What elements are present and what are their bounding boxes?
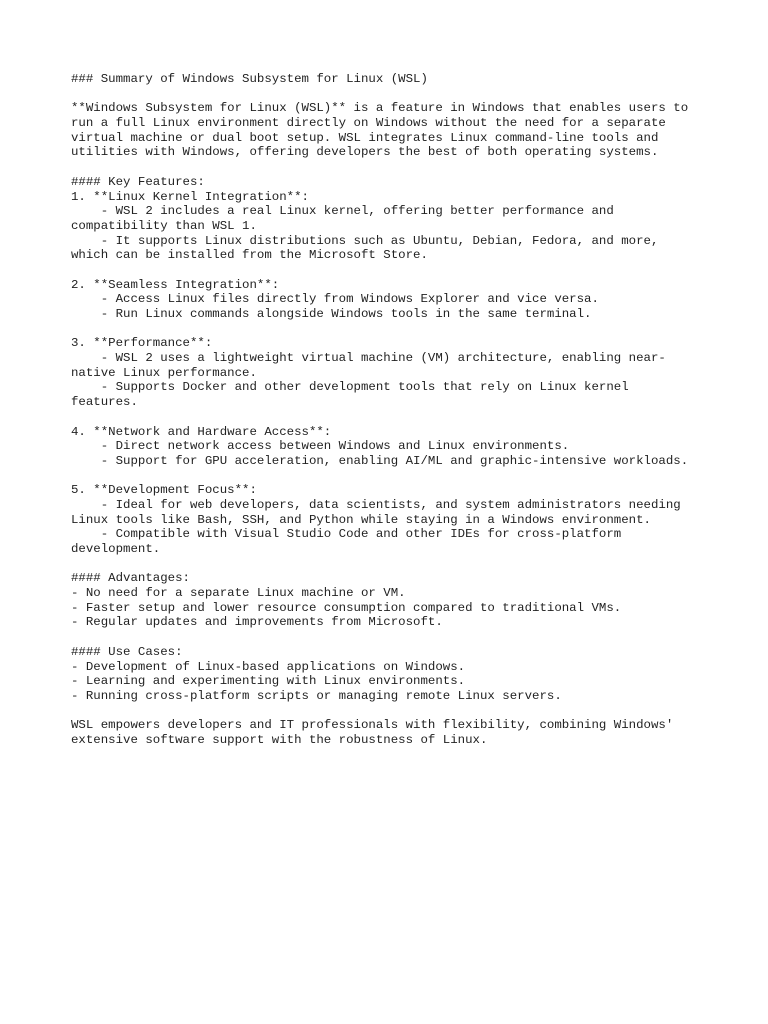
- text-line: - Access Linux files directly from Windows Explorer and vice versa.: [71, 292, 599, 307]
- text-line: development.: [71, 542, 161, 556]
- blank-line: [71, 630, 731, 645]
- blank-line: [71, 263, 731, 278]
- text-line: - Faster setup and lower resource consumption compared to traditional VMs.: [71, 600, 622, 615]
- text-line: #### Key Features:: [71, 174, 205, 189]
- text-line: - Support for GPU acceleration, enabling AI/ML and graphic-intensive workloads.: [71, 453, 689, 468]
- text-line: 3. **Performance**:: [71, 336, 213, 351]
- blank-line: [71, 160, 731, 175]
- text-line: 5. **Development Focus**:: [71, 483, 257, 498]
- text-line: features.: [71, 395, 138, 410]
- text-line: utilities with Windows, offering developers the best of both operating systems.: [71, 145, 659, 160]
- text-line: - Compatible with Visual Studio Code and other IDEs for cross-platform: [71, 527, 622, 542]
- text-line: virtual machine or dual boot setup. WSL integrates Linux command-line tools and: [71, 130, 659, 145]
- blank-line: [71, 704, 731, 719]
- text-line: - Ideal for web developers, data scientists, and system administrators needing: [71, 497, 681, 512]
- text-line: - It supports Linux distributions such as Ubuntu, Debian, Fedora, and more,: [71, 233, 659, 248]
- text-line: extensive software support with the robustness of Linux.: [71, 732, 488, 747]
- text-line: Linux tools like Bash, SSH, and Python while staying in a Windows environment.: [71, 512, 651, 527]
- document-body: [71, 72, 731, 748]
- text-line: - Regular updates and improvements from Microsoft.: [71, 615, 443, 630]
- text-line: compatibility than WSL 1.: [71, 218, 257, 233]
- text-line: run a full Linux environment directly on Windows without the need for a separate: [71, 116, 666, 131]
- text-line: #### Use Cases:: [71, 644, 183, 659]
- text-line: - Running cross-platform scripts or managing remote Linux servers.: [71, 688, 562, 703]
- text-line: 2. **Seamless Integration**:: [71, 277, 280, 292]
- blank-line: [71, 469, 731, 484]
- text-line: ### Summary of Windows Subsystem for Linux (WSL): [71, 72, 428, 86]
- blank-line: [71, 557, 731, 572]
- text-line: 4. **Network and Hardware Access**:: [71, 424, 332, 439]
- text-line: which can be installed from the Microsoft Store.: [71, 248, 428, 263]
- text-line: - Development of Linux-based applications on Windows.: [71, 659, 466, 674]
- text-line: - Supports Docker and other development tools that rely on Linux kernel: [71, 380, 629, 395]
- text-line: #### Advantages:: [71, 571, 190, 586]
- blank-line: [71, 410, 731, 425]
- blank-line: [71, 322, 731, 337]
- text-line: - WSL 2 includes a real Linux kernel, offering better performance and: [71, 204, 614, 219]
- text-line: **Windows Subsystem for Linux (WSL)** is a feature in Windows that enables users to: [71, 101, 689, 116]
- text-line: - Direct network access between Windows and Linux environments.: [71, 439, 570, 454]
- text-line: WSL empowers developers and IT professionals with flexibility, combining Windows': [71, 718, 674, 733]
- blank-line: [71, 87, 731, 102]
- text-line: 1. **Linux Kernel Integration**:: [71, 189, 309, 204]
- text-line: - WSL 2 uses a lightweight virtual machine (VM) architecture, enabling near-: [71, 351, 666, 366]
- text-line: - Learning and experimenting with Linux environments.: [71, 674, 466, 689]
- text-line: native Linux performance.: [71, 365, 257, 380]
- text-line: - No need for a separate Linux machine or VM.: [71, 586, 406, 601]
- text-line: - Run Linux commands alongside Windows tools in the same terminal.: [71, 307, 592, 321]
